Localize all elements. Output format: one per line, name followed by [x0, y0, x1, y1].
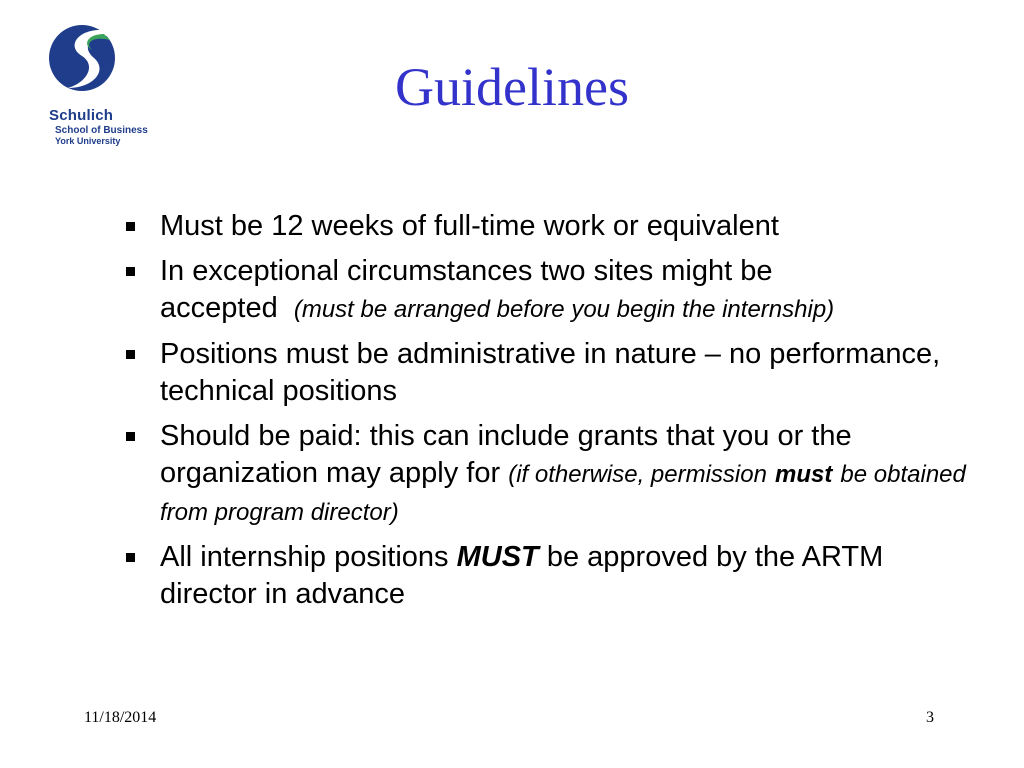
footer-date: 11/18/2014: [84, 709, 157, 726]
logo-name: Schulich: [49, 107, 114, 124]
bullet-item: [122, 208, 972, 245]
bullet-text: Should be paid: this can include grants that you or the organization may apply for: [160, 420, 852, 489]
page-number: 3: [926, 709, 934, 726]
bullet-note: (must be arranged before you begin the internship): [293, 296, 835, 323]
bullet-text: be approved by the ARTM director in advance: [160, 541, 884, 610]
square-bullet-icon: [126, 350, 135, 359]
square-bullet-icon: [126, 222, 135, 231]
bullet-text: All internship positions: [160, 541, 449, 573]
bullet-item: [122, 253, 972, 328]
bullet-note: be obtained from program director): [160, 461, 966, 526]
square-bullet-icon: [126, 553, 135, 562]
bullet-text: In exceptional circumstances two sites might be accepted: [160, 255, 773, 324]
slide-title: Guidelines: [395, 57, 629, 117]
bullet-emphasis: MUST: [456, 541, 539, 573]
bullet-note: (if otherwise, permission: [508, 461, 767, 488]
bullet-item: [122, 336, 972, 410]
bullet-list: [122, 208, 972, 621]
bullet-item: [122, 418, 972, 531]
bullet-text: Must be 12 weeks of full-time work or equivalent: [160, 210, 779, 242]
bullet-text: Positions must be administrative in nature – no performance, technical positions: [160, 338, 941, 407]
square-bullet-icon: [126, 267, 135, 276]
logo-university: York University: [55, 136, 121, 147]
square-bullet-icon: [126, 432, 135, 441]
bullet-item: [122, 539, 972, 613]
bullet-note-emphasis: must: [775, 461, 833, 488]
logo-school: School of Business: [55, 124, 148, 136]
